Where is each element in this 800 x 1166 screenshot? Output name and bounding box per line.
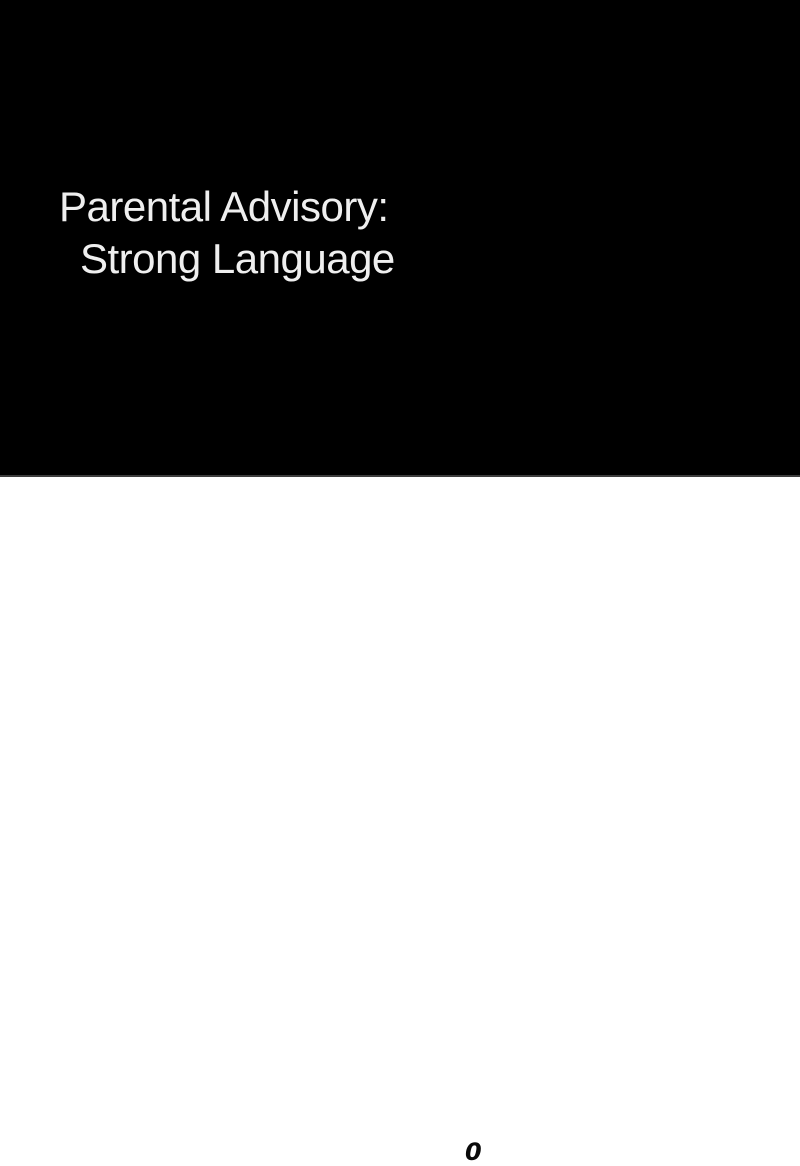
title-card-panel — [0, 0, 800, 477]
title-line-1: Parental Advisory: — [59, 183, 389, 230]
blank-comic-panel — [0, 477, 800, 1166]
title-line-2: Strong Language — [80, 235, 395, 282]
stray-zero-glyph: 0 — [465, 1138, 482, 1166]
parental-advisory-title — [59, 181, 395, 285]
